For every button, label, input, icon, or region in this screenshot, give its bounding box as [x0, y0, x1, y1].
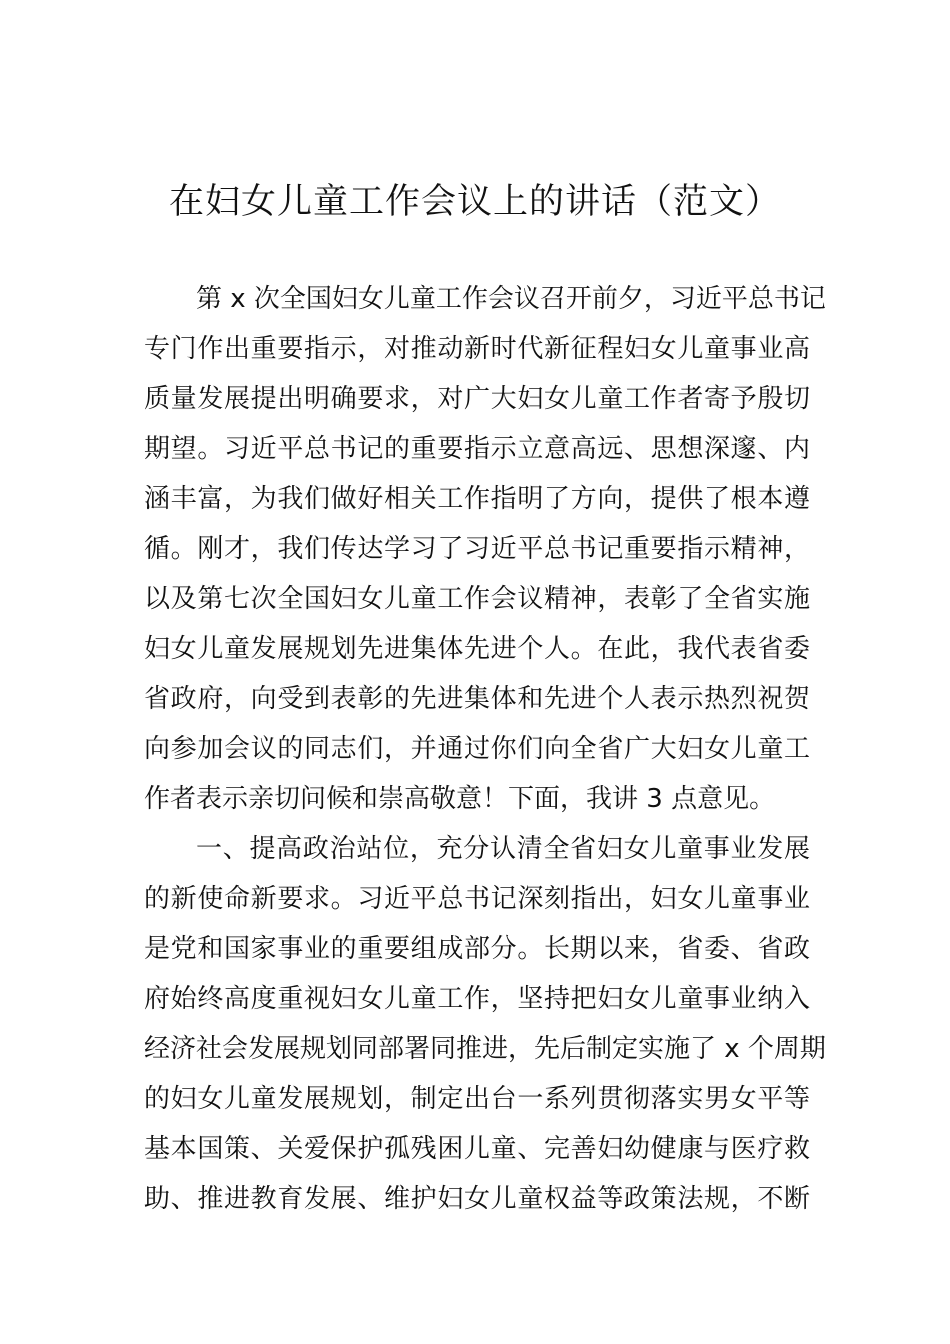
paragraph-line: 基本国策、关爱保护孤残困儿童、完善妇幼健康与医疗救 — [144, 1134, 810, 1164]
paragraph-line: 涵丰富，为我们做好相关工作指明了方向，提供了根本遵 — [144, 484, 810, 514]
paragraph-line: 的妇女儿童发展规划，制定出台一系列贯彻落实男女平等 — [144, 1084, 810, 1114]
paragraph-line: 一、提高政治站位，充分认清全省妇女儿童事业发展 — [196, 834, 810, 864]
document-title: 在妇女儿童工作会议上的讲话（范文） — [168, 182, 781, 222]
paragraph-line: 的新使命新要求。习近平总书记深刻指出，妇女儿童事业 — [144, 884, 810, 914]
paragraph-line: 省政府，向受到表彰的先进集体和先进个人表示热烈祝贺 — [144, 684, 810, 714]
paragraph-line: 循。刚才，我们传达学习了习近平总书记重要指示精神， — [144, 534, 810, 564]
document-body — [144, 274, 826, 1224]
paragraph-line: 专门作出重要指示，对推动新时代新征程妇女儿童事业高 — [144, 334, 810, 364]
paragraph-line: 质量发展提出明确要求，对广大妇女儿童工作者寄予殷切 — [144, 384, 810, 414]
paragraph-line: 向参加会议的同志们，并通过你们向全省广大妇女儿童工 — [144, 734, 810, 764]
paragraph-line: 府始终高度重视妇女儿童工作，坚持把妇女儿童事业纳入 — [144, 984, 810, 1014]
paragraph-line: 是党和国家事业的重要组成部分。长期以来，省委、省政 — [144, 934, 810, 964]
paragraph-line: 第 x 次全国妇女儿童工作会议召开前夕，习近平总书记 — [196, 284, 826, 314]
paragraph-line: 期望。习近平总书记的重要指示立意高远、思想深邃、内 — [144, 434, 810, 464]
paragraph-line: 以及第七次全国妇女儿童工作会议精神，表彰了全省实施 — [144, 584, 810, 614]
paragraph-line: 作者表示亲切问候和崇高敬意！下面，我讲 3 点意见。 — [144, 784, 776, 814]
paragraph-line: 助、推进教育发展、维护妇女儿童权益等政策法规，不断 — [144, 1184, 810, 1214]
paragraph-line: 妇女儿童发展规划先进集体先进个人。在此，我代表省委 — [144, 634, 810, 664]
paragraph-line: 经济社会发展规划同部署同推进，先后制定实施了 x 个周期 — [144, 1034, 826, 1064]
